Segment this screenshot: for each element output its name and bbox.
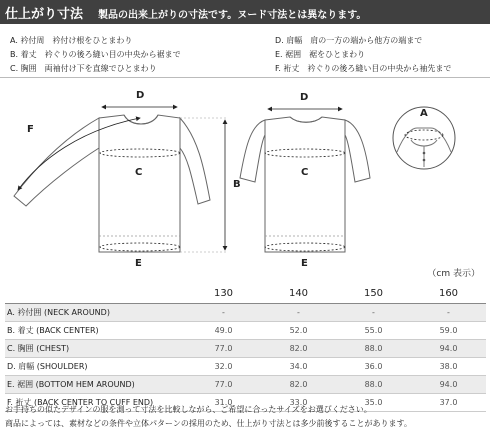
table-row [5, 304, 486, 322]
cell-value: 88.0 [336, 376, 411, 394]
cell-value: - [186, 304, 261, 322]
table-row [5, 358, 486, 376]
cell-value: 77.0 [186, 340, 261, 358]
row-label: B. 着丈 (BACK CENTER) [5, 322, 186, 340]
legend-item-f: F. 裄丈 衿ぐりの後ろ縫い目の中央から袖先まで [275, 64, 452, 73]
label-d-back: D [300, 92, 309, 103]
cell-value: 31.0 [186, 394, 261, 412]
legend-item-d: D. 肩幅 肩の一方の端から他方の端まで [275, 36, 423, 45]
cell-value: 82.0 [261, 340, 336, 358]
cell-value: - [411, 304, 486, 322]
cell-value: 37.0 [411, 394, 486, 412]
cell-value: 77.0 [186, 376, 261, 394]
label-e-front: E [135, 258, 142, 269]
cell-value: 33.0 [261, 394, 336, 412]
table-row [5, 340, 486, 358]
label-f: F [27, 124, 34, 135]
cell-value: - [336, 304, 411, 322]
legend-item-c: C. 胸囲 両袖付け下を直線でひとまわり [10, 64, 157, 73]
size-header-row [5, 283, 486, 304]
table-row [5, 322, 486, 340]
label-c-back: C [301, 167, 309, 178]
row-label: A. 衿付囲 (NECK AROUND) [5, 304, 186, 322]
page-title: 仕上がり寸法 [5, 7, 84, 22]
legend-item-e: E. 裾囲 裾をひとまわり [275, 50, 366, 59]
cell-value: 94.0 [411, 340, 486, 358]
page-subtitle: 製品の出来上がりの寸法です。ヌード寸法とは異なります。 [98, 10, 367, 21]
label-e-back: E [301, 258, 308, 269]
cell-value: 82.0 [261, 376, 336, 394]
legend-divider [0, 77, 490, 78]
garment-diagram [0, 79, 490, 274]
back-shirt-outline [240, 117, 370, 252]
legend-item-a: A. 衿付周 衿付け根をひとまわり [10, 36, 133, 45]
header-bar [0, 0, 490, 24]
cell-value: 59.0 [411, 322, 486, 340]
cell-value: 49.0 [186, 322, 261, 340]
size-col-140: 140 [261, 283, 336, 304]
size-header-blank [5, 283, 186, 304]
front-shirt-outline [14, 115, 210, 252]
size-col-150: 150 [336, 283, 411, 304]
cell-value: 52.0 [261, 322, 336, 340]
size-col-160: 160 [411, 283, 486, 304]
row-label: F. 裄丈 (BACK CENTER TO CUFF END) [5, 394, 186, 412]
cell-value: - [261, 304, 336, 322]
cell-value: 36.0 [336, 358, 411, 376]
row-label: C. 胸囲 (CHEST) [5, 340, 186, 358]
cell-value: 88.0 [336, 340, 411, 358]
cell-value: 35.0 [336, 394, 411, 412]
cell-value: 94.0 [411, 376, 486, 394]
size-table [5, 283, 486, 412]
row-label: D. 肩幅 (SHOULDER) [5, 358, 186, 376]
cell-value: 38.0 [411, 358, 486, 376]
cell-value: 32.0 [186, 358, 261, 376]
footnote-1: お手持ちの似たデザインの服を測って寸法を比較しながら、ご希望に合ったサイズをお選びください。 [5, 405, 372, 414]
label-b: B [233, 179, 241, 190]
table-row [5, 376, 486, 394]
label-a: A [420, 108, 428, 119]
unit-note: （cm 表示） [427, 269, 480, 279]
row-label: E. 裾囲 (BOTTOM HEM AROUND) [5, 376, 186, 394]
label-d-front: D [136, 90, 145, 101]
cell-value: 55.0 [336, 322, 411, 340]
legend-item-b: B. 着丈 衿ぐりの後ろ縫い目の中央から裾まで [10, 50, 181, 59]
label-c-front: C [135, 167, 143, 178]
size-col-130: 130 [186, 283, 261, 304]
footnote-2: 商品によっては、素材などの条件や立体パターンの採用のため、仕上がり寸法とは多少前後することがあります。 [5, 419, 412, 428]
cell-value: 34.0 [261, 358, 336, 376]
